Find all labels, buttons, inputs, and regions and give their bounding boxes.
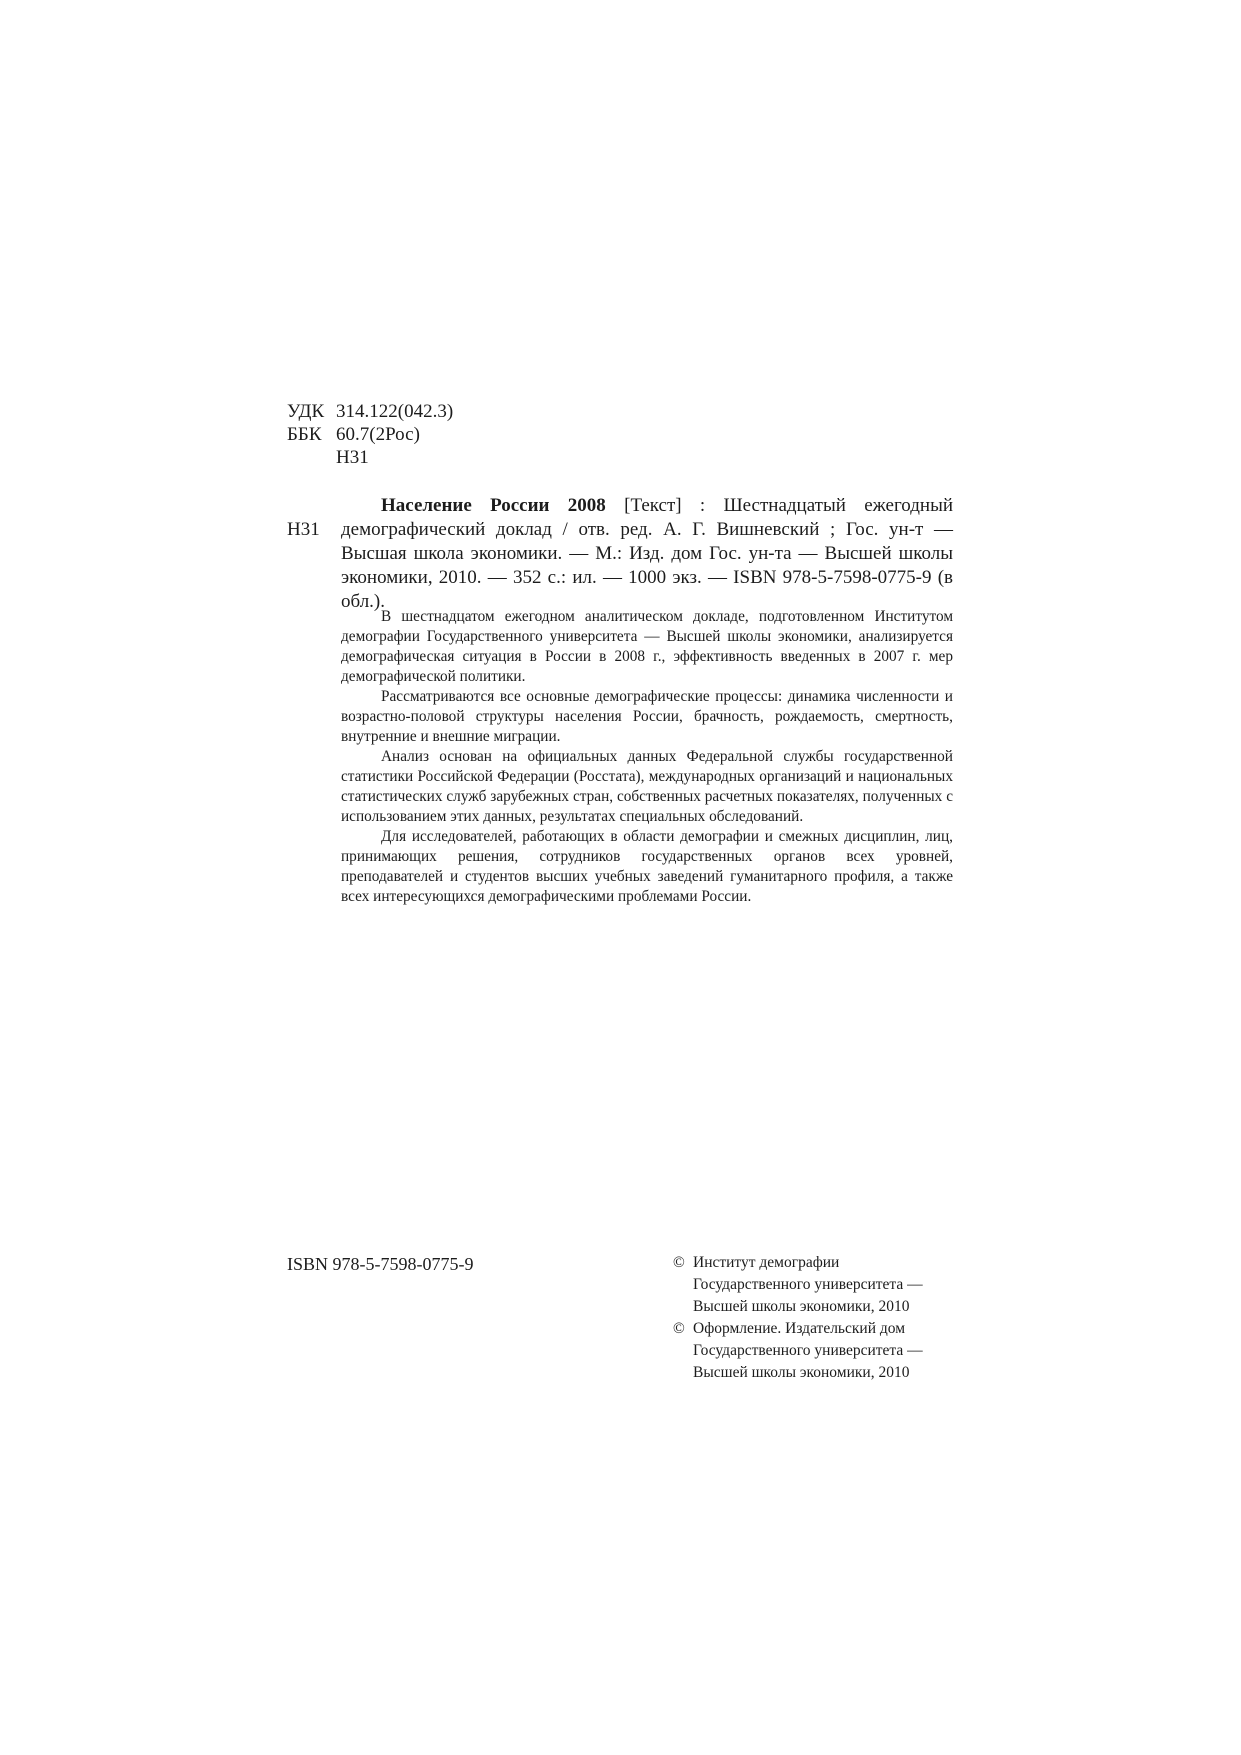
bbk-label: ББК	[287, 424, 322, 445]
udk-value: 314.122(042.3)	[336, 401, 454, 422]
book-title: Население России 2008	[381, 495, 606, 516]
bibliographic-record	[341, 494, 953, 614]
author-mark: Н31	[336, 447, 369, 468]
margin-author-mark: Н31	[287, 519, 320, 540]
classification-block	[287, 400, 453, 469]
bibliographic-details: [Текст] : Шестнадцатый ежегодный демографический доклад / отв. ред. А. Г. Вишневский ; Гос. ун-т — Высшая школа экономики. — М.: Изд. дом Гос. ун-та — Высшей школы экономики, 2010. — 352 с.: ил. — 1000 экз. — ISBN 978-5-7598-0775-9 (в обл.).	[341, 495, 953, 612]
isbn: ISBN 978-5-7598-0775-9	[287, 1254, 474, 1274]
udk-row	[287, 400, 453, 423]
annotation-paragraph: Анализ основан на официальных данных Федеральной службы государственной статистики Российской Федерации (Росстата), международных организаций и национальных статистических служб зарубежных стран, собственных расчетных показателях, полученных с использованием этих данных, результатах специальных обследований.	[341, 748, 953, 825]
udk-label: УДК	[287, 401, 325, 422]
annotation	[341, 607, 953, 907]
copyright-entry	[673, 1252, 923, 1318]
copyright-text: Оформление. Издательский дом Государственного университета — Высшей школы экономики, 2010	[693, 1320, 923, 1381]
copyright-block	[673, 1252, 923, 1384]
annotation-paragraph: В шестнадцатом ежегодном аналитическом докладе, подготовленном Институтом демографии Государственного университета — Высшей школы экономики, анализируется демографическая ситуация в России в 2008 г., эффективность введенных в 2007 г. мер демографической политики.	[341, 608, 953, 685]
annotation-paragraph: Рассматриваются все основные демографические процессы: динамика численности и возрастно-половой структуры населения России, брачность, рождаемость, смертность, внутренние и внешние миграции.	[341, 688, 953, 745]
bbk-value: 60.7(2Рос)	[336, 424, 420, 445]
bbk-row	[287, 423, 453, 446]
copyright-text: Институт демографии Государственного университета — Высшей школы экономики, 2010	[693, 1254, 923, 1315]
copyright-entry	[673, 1318, 923, 1384]
annotation-paragraph: Для исследователей, работающих в области демографии и смежных дисциплин, лиц, принимающих решения, сотрудников государственных органов всех уровней, преподавателей и студентов высших учебных заведений гуманитарного профиля, а также всех интересующихся демографическими проблемами России.	[341, 828, 953, 905]
copyright-sign: ©	[673, 1320, 685, 1337]
copyright-sign: ©	[673, 1254, 685, 1271]
